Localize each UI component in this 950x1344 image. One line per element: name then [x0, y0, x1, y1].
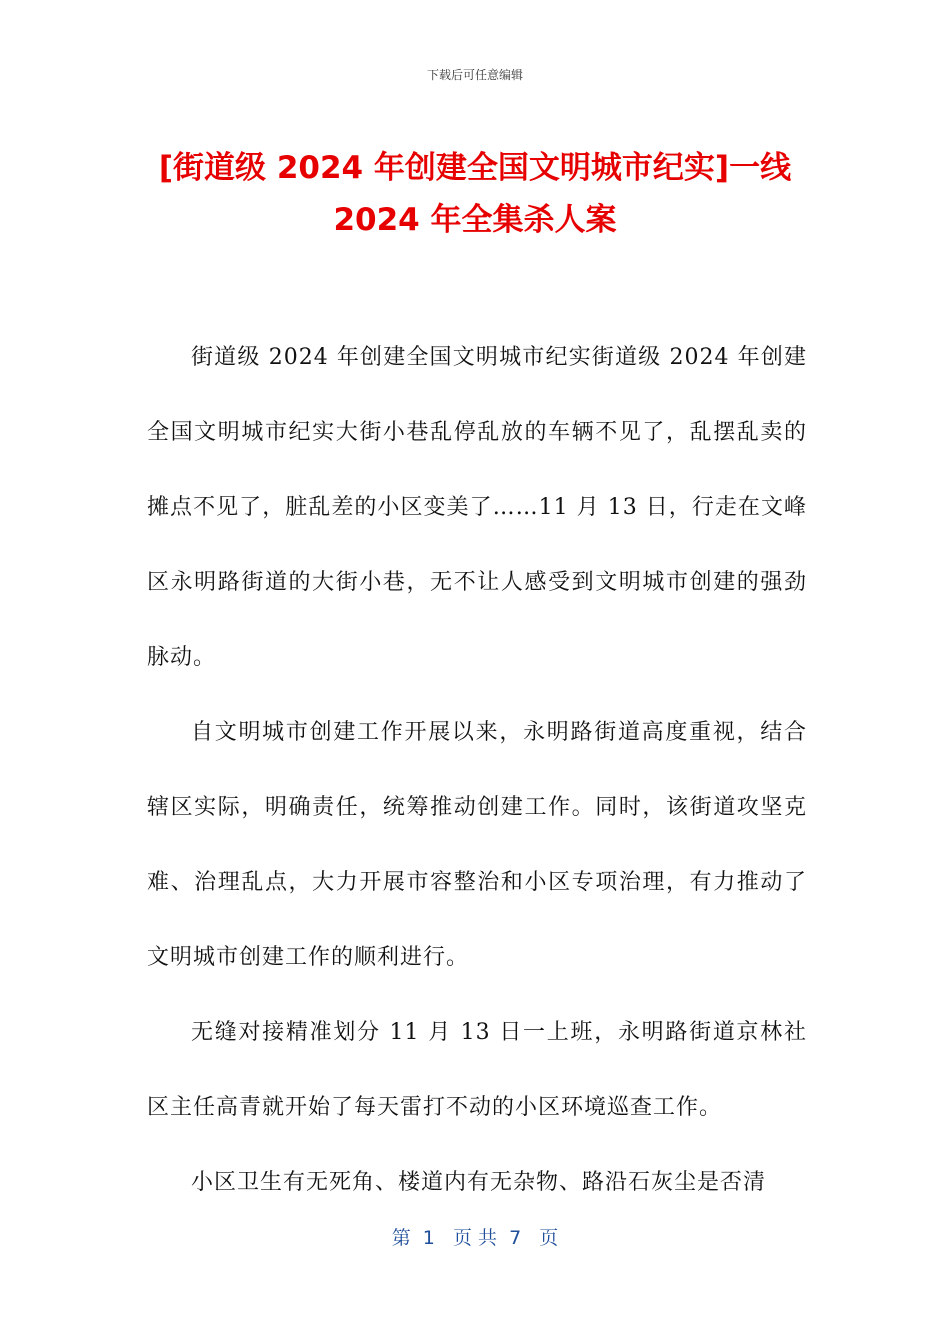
- header-note: 下载后可任意编辑: [426, 68, 523, 82]
- paragraph: 小区卫生有无死角、楼道内有无杂物、路沿石灰尘是否清: [191, 1170, 767, 1195]
- paragraph: 自文明城市创建工作开展以来，永明路街道高度重视，结合辖区实际，明确责任，统筹推动创建工作。同时，该街道攻坚克难、治理乱点，大力开展市容整治和小区专项治理，有力推动了文明城市创建工作的顺利进行。: [147, 720, 807, 970]
- page-number: 第 1 页 共 7 页: [391, 1227, 559, 1249]
- document-title: [100, 142, 850, 246]
- title-line-2: 2024 年全集杀人案: [333, 202, 617, 238]
- title-line-1: [街道级 2024 年创建全国文明城市纪实]一线: [158, 150, 792, 186]
- paragraph: 街道级 2024 年创建全国文明城市纪实街道级 2024 年创建全国文明城市纪实大街小巷乱停乱放的车辆不见了，乱摆乱卖的摊点不见了，脏乱差的小区变美了……11 月 13 日，行走在文峰区永明路街道的大街小巷，无不让人感受到文明城市创建的强劲脉动。: [147, 345, 807, 670]
- paragraph: 无缝对接精准划分 11 月 13 日一上班，永明路街道京林社区主任高青就开始了每天雷打不动的小区环境巡查工作。: [147, 1020, 807, 1120]
- document-body: [147, 320, 807, 1220]
